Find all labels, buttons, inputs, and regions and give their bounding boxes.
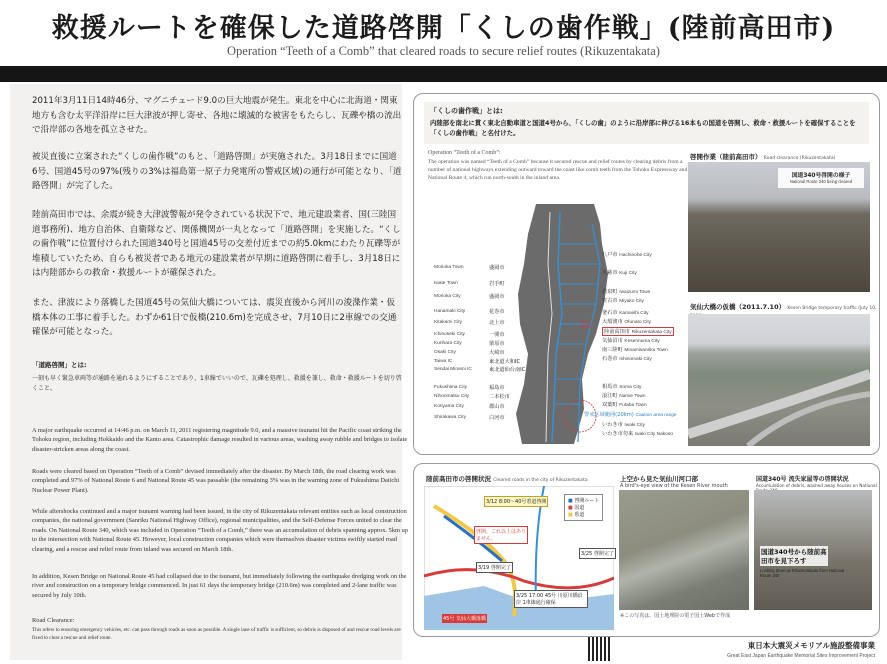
map-label-a: 3/12 8:00～40号着道啓開 bbox=[484, 496, 548, 507]
west-label-8: 大崎市 bbox=[489, 350, 505, 356]
footer-org-en: Great East Japan Earthquake Memorial Sites Improvement Project bbox=[727, 653, 875, 659]
photo4-caption: 国道340号から陸前高田市を見下ろす bbox=[761, 548, 827, 565]
page-subtitle: Operation “Teeth of a Comb” that cleared roads to secure relief routes (Rikuzentakata) bbox=[227, 44, 660, 58]
west-label-4-en: Hanamaki City bbox=[434, 309, 466, 314]
comb-operation-panel bbox=[413, 93, 880, 455]
photo1-title: 啓開作業（陸前高田市） Road clearance (Rikuzentakata) bbox=[690, 153, 836, 161]
definition-title: 「くしの歯作戦」とは: bbox=[430, 107, 503, 115]
west-label-9-en: Taiwa IC bbox=[434, 359, 453, 364]
west-label-14: 白河市 bbox=[489, 415, 505, 421]
road-clearance-photo bbox=[688, 162, 870, 292]
east-label-10: 石巻市 Ishinomaki City bbox=[602, 356, 652, 362]
east-label-13: 双葉町 Futaba Town bbox=[602, 402, 647, 408]
west-label-9: 東北道大和IC bbox=[489, 359, 521, 365]
west-label-10-en: Sendai Minami IC bbox=[434, 367, 472, 372]
jp-paragraph-4: また、津波により落橋した国道45号の気仙大橋については、震災直後から河川の浚渫作業・仮橋本体の工事に着手した。わずか61日で仮橋(210.6m)を完成させ、7月10日に2車線での交通確保が可能となった。 bbox=[32, 298, 397, 338]
en-note-body: This refers to ensuring emergency vehicles, etc. can pass through roads as soon as possible. A single lane of traffic is sufficient, so debris is disposed of and rescue road levels are fixed to clear a rescue and relief route. bbox=[32, 627, 401, 641]
west-label-10: 東北道仙台南IC bbox=[489, 367, 526, 373]
west-label-8-en: Osaki City bbox=[434, 350, 456, 355]
bridge-road-overlay bbox=[688, 314, 870, 446]
map-legend: ■ 啓開ルート ■ 国道 ■ 県道 bbox=[564, 494, 603, 521]
footer-org: 東日本大震災メモリアル施設整備事業 bbox=[747, 641, 875, 650]
west-label-12-en: Nihonmatsu City bbox=[434, 394, 470, 399]
east-label-16: いわき市勿来 Iwaki City Nakoso bbox=[602, 431, 673, 437]
west-label-11: 福島市 bbox=[489, 385, 505, 391]
east-label-11: 相馬市 Soma City bbox=[602, 384, 642, 390]
map-label-d: 3/25 啓開完了 bbox=[579, 548, 616, 559]
legend-prefectural: 県道 bbox=[574, 512, 585, 518]
east-label-7: 陸前高田市 Rikuzentakata City bbox=[604, 329, 672, 335]
west-label-11-en: Fukushima City bbox=[434, 385, 468, 390]
jp-paragraph-3: 陸前高田市では、余震が続き大津波警報が発令されている状況下で、地元建設業者、国(三陸国道事務所)、地方自治体、自衛隊など、関係機関が一丸となって「道路啓開」を実施した。“くしの歯作戦”に位置付けられた国道340号と国道45号の交差付近までの約5.0kmにわたり瓦礫等が堆積していたため、自らも被災者である地元の建設業者が早期に道路啓開に着手し、3月18日には内陸部からの救命・救援ルートが確保された。 bbox=[32, 210, 401, 279]
en-paragraph-2: Roads were cleared based on Operation “Teeth of a Comb” devised immediately after the disaster. By March 18th, the road clearing work was completed and 97% of National Route 6 and National Route 45 was passable (the remaining 3% was in the warning zone of Fukushima Daiichi Nuclear Power Plant). bbox=[32, 468, 400, 494]
map-label-e: 3/25 17:00 45号 川原川橋沿岸 1車線通行確保 bbox=[514, 590, 588, 608]
top-bar bbox=[0, 66, 887, 82]
en-note-title: Road Clearance: bbox=[32, 617, 75, 624]
east-label-1: 八戸市 Hachinohe City bbox=[602, 252, 652, 258]
definition-en-body: The operation was named “Teeth of a Comb” because it secured rescue and relief routes by clearing debris from a number of national highways extending outward toward the coast like comb teeth from the Tohoku Expressway and National Route 4, which run north-south in the inland area. bbox=[428, 159, 688, 181]
west-label-14-en: Shirakawa City bbox=[434, 415, 466, 420]
photo2-title: 気仙大橋の仮橋（2011.7.10） Kesen Bridge temporary traffic (July 10, bbox=[690, 303, 877, 311]
west-label-12: 二本松市 bbox=[489, 394, 510, 400]
west-label-3-en: Morioka City bbox=[434, 294, 461, 299]
east-label-15: いわき市 Iwaki City bbox=[602, 422, 645, 428]
kesen-river-photo bbox=[619, 490, 749, 610]
map-label-b: 啓開、これ以上はありません。 bbox=[474, 526, 528, 544]
definition-box bbox=[424, 102, 869, 144]
photo1-caption-box bbox=[778, 168, 864, 188]
photo1-caption: 国道340号啓開の様子 bbox=[791, 173, 851, 179]
map-label-f: 45号 気仙大橋落橋 bbox=[443, 616, 486, 622]
east-label-12: 浪江町 Namie Town bbox=[602, 393, 646, 399]
en-paragraph-1: A major earthquake occurred at 14:46 p.m. on March 11, 2011 registering magnitude 9.0, and a massive tsunami hit the Pacific coast striking the Tohoku region, including Hokkaido and the Kanto area. Catastrophic damage resulted in various areas, washing away rubble and bridges to isolate disaster-stricken areas along the coast. bbox=[32, 427, 408, 453]
photo-credit: ※この写真は、国土地理院の電子国土Webで作成 bbox=[620, 613, 731, 619]
east-label-9: 南三陸町 Minamisanriku Town bbox=[602, 347, 668, 353]
qr-code bbox=[588, 637, 612, 661]
photo1-caption-en: National Route 340 being cleared bbox=[789, 179, 853, 184]
west-label-2: 岩手町 bbox=[489, 281, 505, 287]
definition-body: 内陸部を南北に貫く東北自動車道と国道4号から、「くしの歯」のように沿岸部に伸びる16本もの国道を啓開し、救命・救援ルートを確保することを「くしの歯作戦」と名付けた。 bbox=[430, 119, 856, 137]
photo4-title: 国道340号 流失家屋等の啓開状況 bbox=[756, 476, 849, 483]
west-label-7-en: Kurihara City bbox=[434, 341, 462, 346]
jp-paragraph-2: 被災直後に立案された“くしの歯作戦”のもと、「道路啓開」が実施された。3月18日までに国道6号、国道45号の97%(残りの3%は福島第一原子力発電所の警戒区域)の通行が可能となり、「道路啓開」が完了した。 bbox=[32, 152, 402, 192]
legend-national: 国道 bbox=[574, 505, 585, 511]
east-label-8: 気仙沼市 Kesennuma City bbox=[602, 338, 660, 344]
east-label-3: 岩泉町 Iwaizumi Town bbox=[602, 289, 651, 295]
west-label-1: 盛岡市 bbox=[489, 265, 505, 271]
west-label-13: 郡山市 bbox=[489, 404, 505, 410]
west-label-6: 一関市 bbox=[489, 332, 505, 338]
map-title: 陸前高田市の啓開状況 Cleared roads in the city of Rikuzentakata bbox=[426, 475, 588, 483]
definition-en-title: Operation “Teeth of a Comb”: bbox=[428, 150, 501, 156]
left-text-column bbox=[10, 84, 408, 660]
west-label-13-en: Koriyama City bbox=[434, 404, 464, 409]
west-label-5: 北上市 bbox=[489, 320, 505, 326]
west-label-6-en: Ichinoseki City bbox=[434, 332, 465, 337]
kesen-bridge-photo bbox=[688, 314, 870, 446]
jp-paragraph-1: 2011年3月11日14時46分、マグニチュード9.0の巨大地震が発生。東北を中心に北海道・関東地方も含む太平洋沿岸に巨大津波が押し寄せ、各地に壊滅的な被害をもたらし、瓦礫や橋の流出で沿岸部の各地を孤立させた。 bbox=[32, 96, 402, 136]
west-label-4: 花巻市 bbox=[489, 309, 505, 315]
photo4-caption-en: Looking down at Rikuzentakata from National Route 340 bbox=[760, 568, 845, 578]
east-label-5: 釜石市 Kamaishi City bbox=[602, 310, 649, 316]
en-paragraph-3: While aftershocks continued and a major tsunami warning had been issued, in the city of Rikuzentakata relevant entities such as local construction companies, the national government (Sanriku National Highway Office), regional municipalities, and the Self-Defense Forces united to clear the roads. On National Route 340, which was included in Operation “Teeth of a Comb,” there was an accumulation of debris spanning approx. 5km up to the intersection with National Route 45. However, local construction companies which were themselves disaster victims swiftly started road clearing, and a rescue and relief route from inland was secured on March 18th. bbox=[32, 508, 408, 553]
east-label-2: 久慈市 Kuji City bbox=[602, 270, 637, 276]
debris-route-photo bbox=[754, 490, 872, 610]
note-title: 「道路啓開」とは: bbox=[32, 361, 87, 369]
photo3-title: 上空から見た気仙川河口部 bbox=[620, 475, 698, 483]
note-body: 一刻も早く緊急車両等が通路を通れるようにすることであり、1車線でいいので、瓦礫を処理し、救援を兼し、救命・救援ルートを切り啓くこと。 bbox=[32, 375, 402, 392]
east-label-6: 大船渡市 Ofunato City bbox=[602, 319, 652, 325]
west-label-7: 栗原市 bbox=[489, 341, 505, 347]
rikuzentakata-panel bbox=[413, 463, 880, 637]
east-label-4: 宮古市 Miyako City bbox=[602, 298, 645, 304]
west-label-1-en: Morioka Town bbox=[434, 265, 464, 270]
photo4-title-en: Accumulation of debris, washed away houses on National bbox=[756, 483, 877, 488]
photo3-title-en: A bird's-eye view of the Kesen River mouth bbox=[620, 483, 728, 489]
map-label-c: 3/19 啓開完了 bbox=[476, 562, 513, 573]
west-label-2-en: Iwate Town bbox=[434, 281, 458, 286]
page-title: 救援ルートを確保した道路啓開「くしの歯作戦」(陸前高田市) bbox=[51, 13, 836, 44]
legend-route: 啓開ルート bbox=[574, 498, 600, 504]
west-label-5-en: Kitakami City bbox=[434, 320, 462, 325]
en-paragraph-4: In addition, Kesen Bridge on National Route 45 had collapsed due to the tsunami, but immediately following the earthquake dredging work on the river and construction on a temporary bridge commenced. In just 61 days the temporary bridge (210.6m) was completed and 2-lane traffic was secured by July 10th. bbox=[32, 573, 407, 599]
east-label-14: 警戒区域範囲(20km) Caution area range bbox=[584, 412, 677, 418]
west-label-3: 盛岡市 bbox=[489, 294, 505, 300]
